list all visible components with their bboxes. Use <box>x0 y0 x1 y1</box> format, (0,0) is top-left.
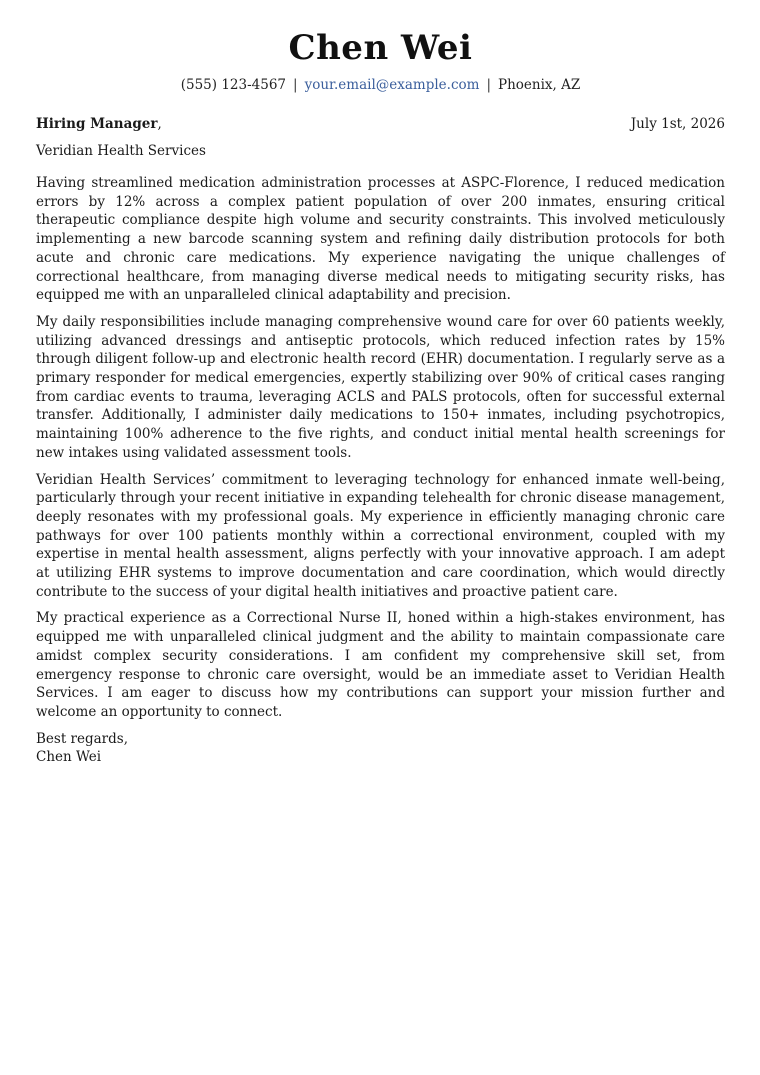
phone-number: (555) 123-4567 <box>180 77 287 93</box>
cover-letter-page <box>36 0 725 767</box>
recipient-name-suffix: , <box>157 116 162 132</box>
closing-block <box>36 730 725 767</box>
closing-salutation: Best regards, <box>36 730 129 747</box>
contact-separator: | <box>486 77 492 93</box>
recipient-row <box>36 115 725 133</box>
email-link[interactable]: your.email@example.com <box>304 77 480 93</box>
applicant-name: Chen Wei <box>288 28 473 68</box>
contact-line <box>36 76 725 94</box>
recipient-company: Veridian Health Services <box>36 143 206 159</box>
contact-separator: | <box>293 77 298 93</box>
body-paragraph: Veridian Health Services’ commitment to leveraging technology for enhanced inmate well-being, particularly through your recent initiative in expanding telehealth for chronic disease management, deeply resonates with my professional goals. My experience in efficiently managing chronic care pathways for over 100 patients monthly within a correctional environment, coupled with my expertise in mental health assessment, aligns perfectly with your innovative approach. I am adept at utilizing EHR systems to improve documentation and care coordination, which would directly contribute to the success of your digital health initiatives and proactive patient care. <box>36 471 725 600</box>
signature-name: Chen Wei <box>36 749 102 766</box>
letter-date: July 1st, 2026 <box>630 116 725 132</box>
recipient-greeting <box>36 115 162 133</box>
body-paragraph: Having streamlined medication administration processes at ASPC-Florence, I reduced medication errors by 12% across a complex patient population of over 200 inmates, ensuring critical therapeutic compliance despite high volume and security constraints. This involved meticulously implementing a new barcode scanning system and refining daily distribution protocols for both acute and chronic care medications. My experience navigating the unique challenges of correctional healthcare, from managing diverse medical needs to mitigating security risks, has equipped me with an unparalleled clinical adaptability and precision. <box>36 175 725 304</box>
body-paragraph: My daily responsibilities include managing comprehensive wound care for over 60 patients weekly, utilizing advanced dressings and antiseptic protocols, which reduced infection rates by 15% through diligent follow-up and electronic health record (EHR) documentation. I regularly serve as a primary responder for medical emergencies, expertly stabilizing over 90% of critical cases ranging from cardiac events to trauma, leveraging ACLS and PALS protocols, often for successful external transfer. Additionally, I administer daily medications to 150+ inmates, including psychotropics, maintaining 100% adherence to the five rights, and conduct initial mental health screenings for new intakes using validated assessment tools. <box>36 313 725 461</box>
body-paragraph: My practical experience as a Correctional Nurse II, honed within a high-stakes environment, has equipped me with unparalleled clinical judgment and the ability to maintain compassionate care amidst complex security considerations. I am confident my comprehensive skill set, from emergency response to chronic care oversight, would be an immediate asset to Veridian Health Services. I am eager to discuss how my contributions can support your mission further and welcome an opportunity to connect. <box>36 610 725 720</box>
recipient-name: Hiring Manager <box>36 116 158 132</box>
location: Phoenix, AZ <box>498 77 581 93</box>
letter-body <box>36 174 725 722</box>
